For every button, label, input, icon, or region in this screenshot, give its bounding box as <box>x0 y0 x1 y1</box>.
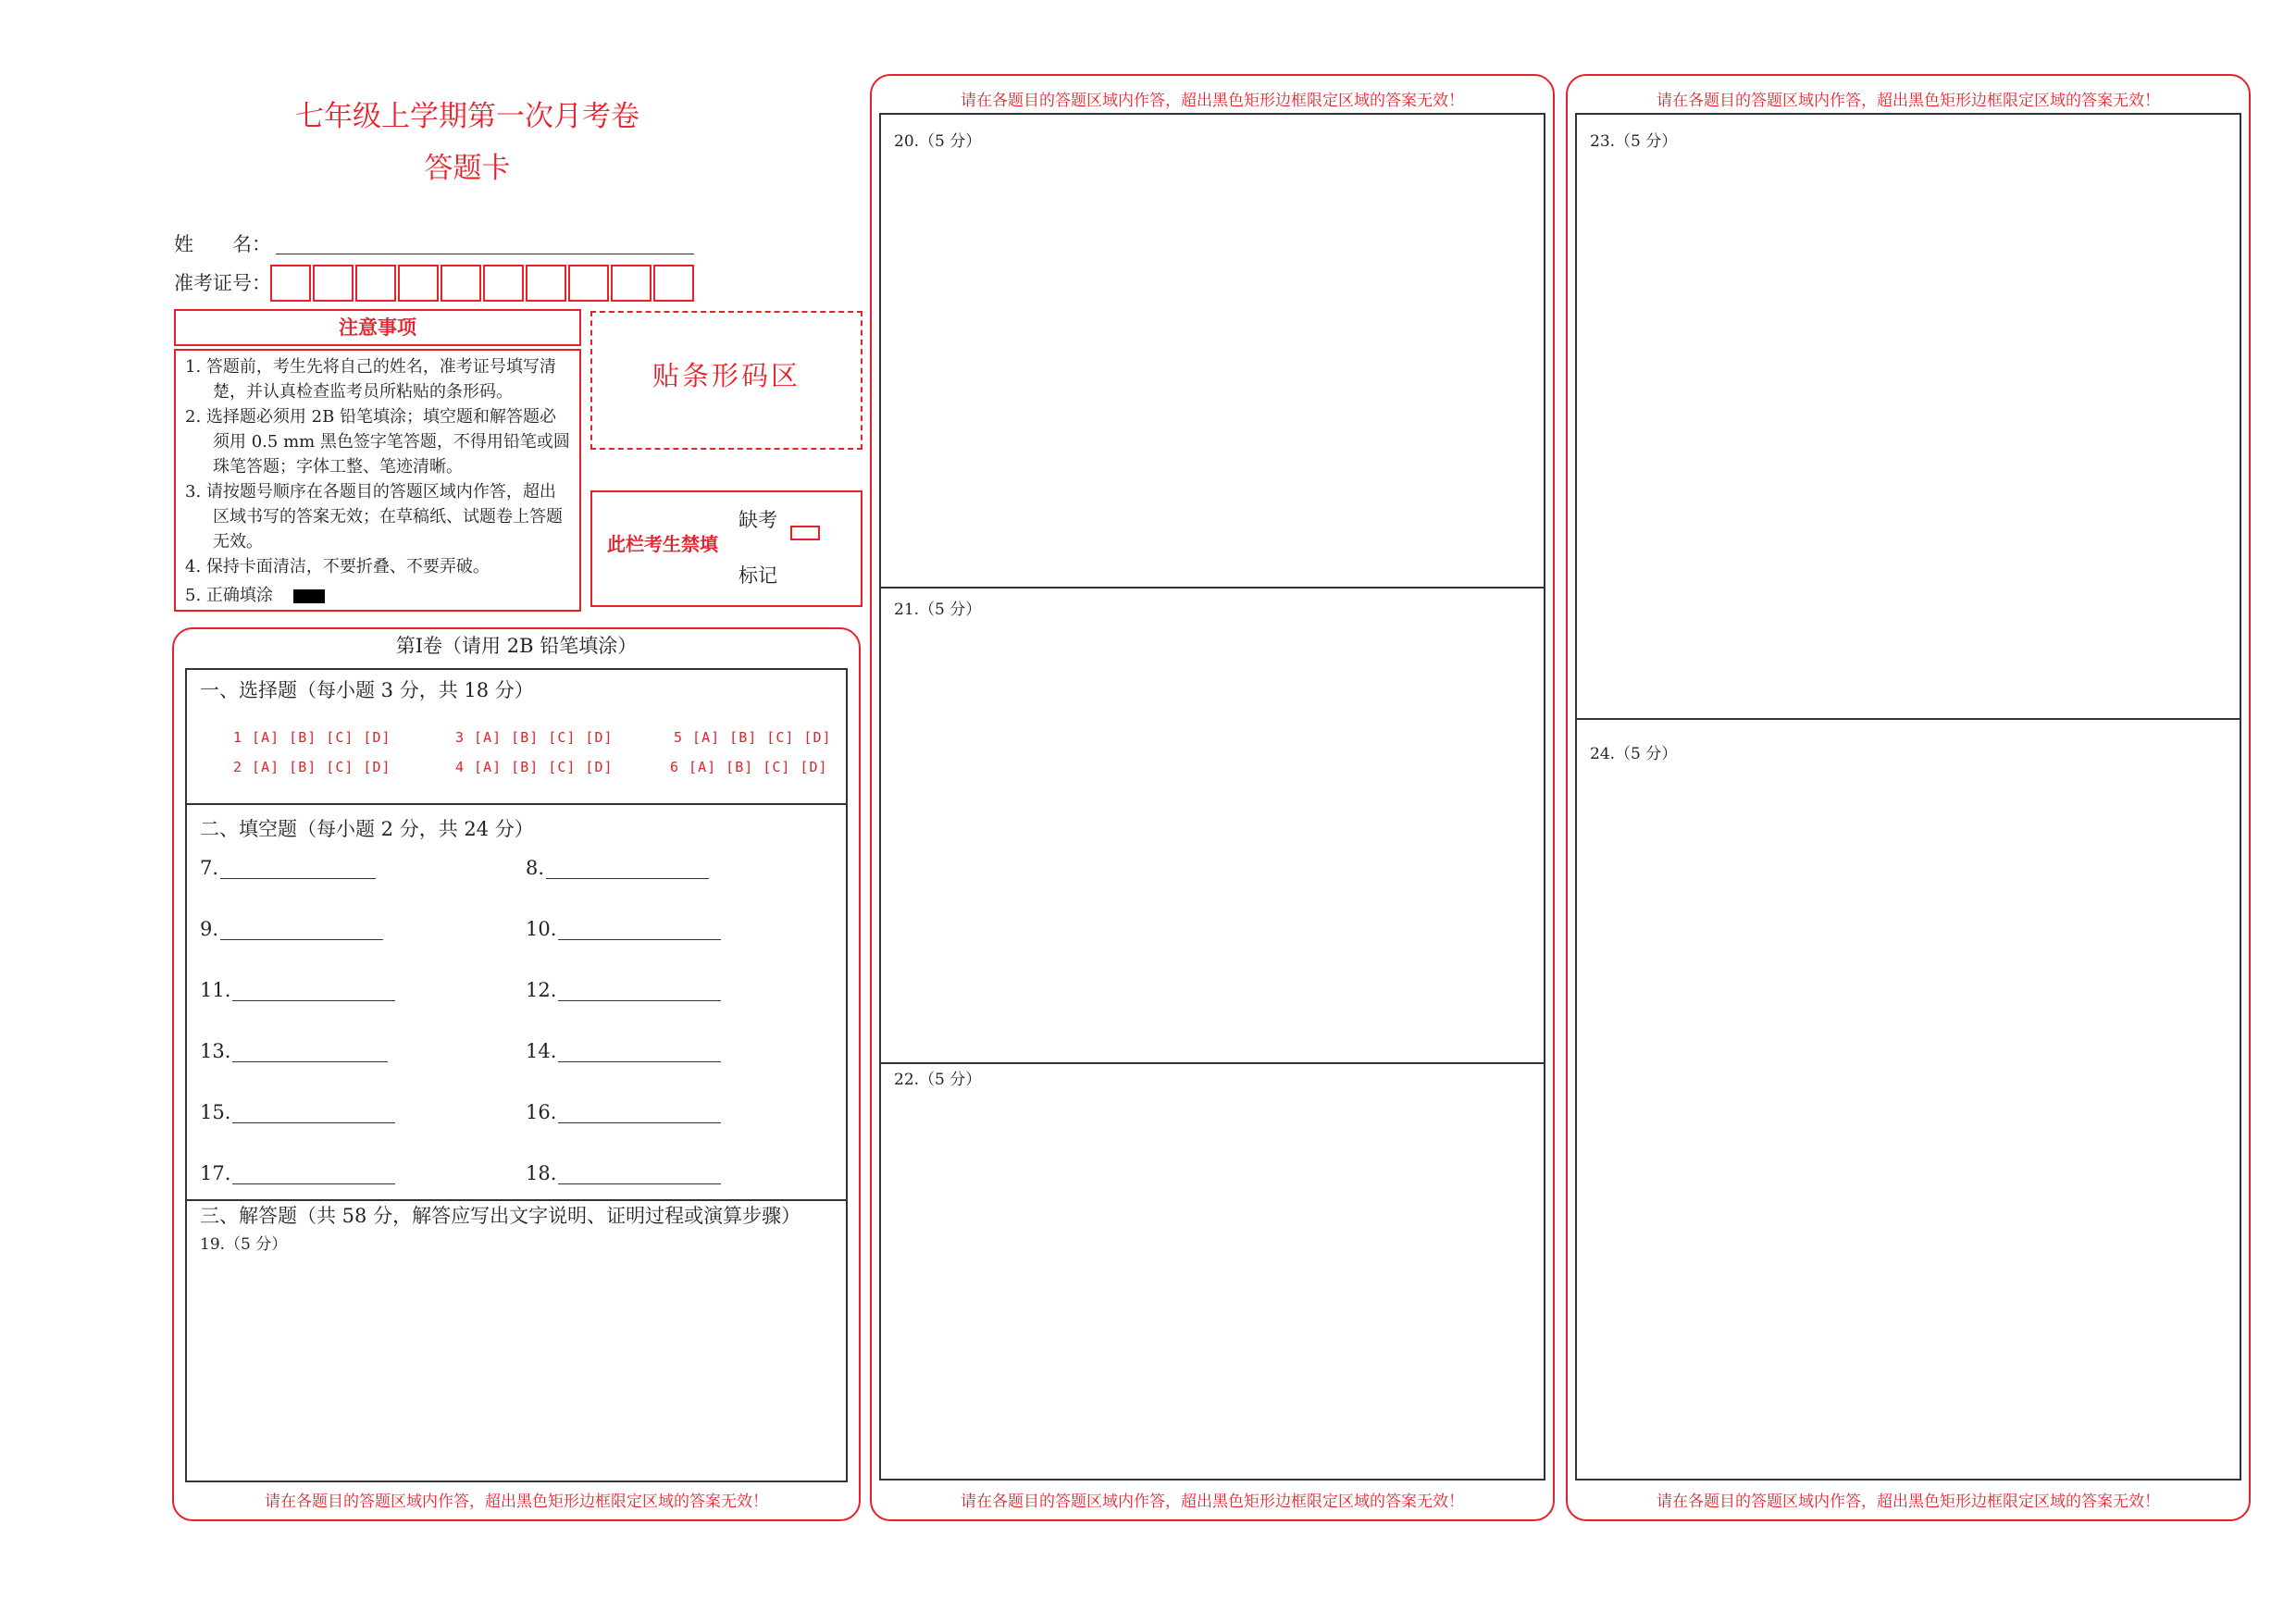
id-digit-box[interactable] <box>441 265 481 302</box>
question-23-label: 23.（5 分） <box>1590 132 1678 151</box>
question-24-label: 24.（5 分） <box>1590 745 1678 763</box>
blank-number: 16. <box>526 1101 557 1123</box>
filled-example-mark <box>293 589 325 603</box>
blank-item <box>200 1162 395 1184</box>
answer-area-20[interactable] <box>879 115 1545 585</box>
blank-item <box>200 857 376 879</box>
id-label: 准考证号： <box>174 272 271 294</box>
blank-number: 14. <box>526 1040 557 1062</box>
choice-row-6[interactable]: 6 [A] [B] [C] [D] <box>670 759 828 775</box>
barcode-label: 贴条形码区 <box>652 360 800 391</box>
notice-item: 3. 请按题号顺序在各题目的答题区域内作答，超出区域书写的答案无效；在草稿纸、试题卷上答题无效。 <box>185 482 563 551</box>
blank-item <box>200 1040 388 1062</box>
blank-number: 10. <box>526 918 557 940</box>
blank-item <box>526 918 721 940</box>
choice-row-4[interactable]: 4 [A] [B] [C] [D] <box>455 759 614 775</box>
warning-footer-2: 请在各题目的答题区域内作答，超出黑色矩形边框限定区域的答案无效！ <box>961 1493 1464 1511</box>
blank-line[interactable] <box>232 1043 388 1062</box>
question-22-label: 22.（5 分） <box>894 1071 982 1089</box>
blank-item <box>526 1101 721 1123</box>
blank-item <box>526 1040 721 1062</box>
blank-item <box>200 918 383 940</box>
blank-number: 18. <box>526 1162 557 1184</box>
question-19-label: 19.（5 分） <box>200 1235 288 1254</box>
choice-row-1[interactable]: 1 [A] [B] [C] [D] <box>233 729 391 746</box>
question-21-label: 21.（5 分） <box>894 601 982 619</box>
notice-title-text: 注意事项 <box>339 316 416 339</box>
id-digit-box[interactable] <box>568 265 609 302</box>
notice-item: 1. 答题前，考生先将自己的姓名，准考证号填写清楚，并认真检查监考员所粘贴的条形码。 <box>185 357 556 402</box>
notice-item5-text: 5. 正确填涂 <box>185 586 273 605</box>
mark-label: 标记 <box>738 564 777 587</box>
blank-line[interactable] <box>558 982 721 1001</box>
blank-line[interactable] <box>546 860 709 879</box>
blank-line[interactable] <box>220 860 376 879</box>
blank-number: 13. <box>200 1040 231 1062</box>
blank-number: 9. <box>200 918 219 940</box>
choice-row-3[interactable]: 3 [A] [B] [C] [D] <box>455 729 614 746</box>
exam-subtitle: 答题卡 <box>424 152 511 185</box>
solve-title: 三、解答题（共 58 分，解答应写出文字说明、证明过程或演算步骤） <box>200 1205 801 1227</box>
blank-item <box>200 979 395 1001</box>
id-digit-box[interactable] <box>398 265 439 302</box>
blank-line[interactable] <box>558 1104 721 1123</box>
absent-label: 缺考 <box>738 509 777 531</box>
blank-item <box>526 857 709 879</box>
blank-number: 8. <box>526 857 545 879</box>
choice-row-5[interactable]: 5 [A] [B] [C] [D] <box>674 729 832 746</box>
blank-line[interactable] <box>232 982 395 1001</box>
answer-area-23[interactable] <box>1575 115 2241 716</box>
blank-number: 15. <box>200 1101 231 1123</box>
notice-box <box>174 349 581 612</box>
answer-area-21[interactable] <box>879 588 1545 1060</box>
id-digit-box[interactable] <box>611 265 652 302</box>
blank-number: 11. <box>200 979 231 1001</box>
blank-number: 12. <box>526 979 557 1001</box>
blank-line[interactable] <box>558 1165 721 1184</box>
answer-area-22[interactable] <box>879 1064 1545 1479</box>
id-digit-box[interactable] <box>270 265 311 302</box>
id-digit-box[interactable] <box>483 265 524 302</box>
blank-line[interactable] <box>232 1104 395 1123</box>
blank-line[interactable] <box>558 1043 721 1062</box>
blank-number: 7. <box>200 857 219 879</box>
question-20-label: 20.（5 分） <box>894 132 982 151</box>
id-digit-box[interactable] <box>653 265 694 302</box>
blank-item <box>526 1162 721 1184</box>
choice-row-2[interactable]: 2 [A] [B] [C] [D] <box>233 759 391 775</box>
notice-item <box>185 583 570 608</box>
blank-item <box>200 1101 395 1123</box>
notice-item: 4. 保持卡面清洁，不要折叠、不要弄破。 <box>185 557 490 576</box>
absent-mark-box <box>590 490 863 607</box>
blank-item <box>526 979 721 1001</box>
exam-title: 七年级上学期第一次月考卷 <box>295 100 639 133</box>
absent-checkbox[interactable] <box>790 526 820 540</box>
warning-header-3: 请在各题目的答题区域内作答，超出黑色矩形边框限定区域的答案无效！ <box>1657 92 2160 110</box>
notice-title <box>174 309 581 346</box>
blank-number: 17. <box>200 1162 231 1184</box>
id-digit-box[interactable] <box>313 265 354 302</box>
warning-footer-1: 请在各题目的答题区域内作答，超出黑色矩形边框限定区域的答案无效！ <box>265 1493 768 1511</box>
blank-line[interactable] <box>232 1165 395 1184</box>
choice-title: 一、选择题（每小题 3 分，共 18 分） <box>200 679 534 701</box>
absent-restricted-label: 此栏考生禁填 <box>607 533 718 555</box>
barcode-area <box>590 311 863 450</box>
id-digit-box[interactable] <box>526 265 566 302</box>
name-field[interactable] <box>276 233 694 254</box>
notice-item: 2. 选择题必须用 2B 铅笔填涂；填空题和解答题必须用 0.5 mm 黑色签字笔答题，不得用铅笔或圆珠笔答题；字体工整、笔迹清晰。 <box>185 407 570 477</box>
warning-header-2: 请在各题目的答题区域内作答，超出黑色矩形边框限定区域的答案无效！ <box>961 92 1464 110</box>
warning-footer-3: 请在各题目的答题区域内作答，超出黑色矩形边框限定区域的答案无效！ <box>1657 1493 2160 1511</box>
blank-line[interactable] <box>220 921 383 940</box>
fill-title: 二、填空题（每小题 2 分，共 24 分） <box>200 818 534 840</box>
id-digit-box[interactable] <box>355 265 396 302</box>
blank-line[interactable] <box>558 921 721 940</box>
section1-title: 第Ⅰ卷（请用 2B 铅笔填涂） <box>395 635 638 657</box>
name-label: 姓 名： <box>174 233 271 255</box>
answer-area-24[interactable] <box>1575 720 2241 1479</box>
